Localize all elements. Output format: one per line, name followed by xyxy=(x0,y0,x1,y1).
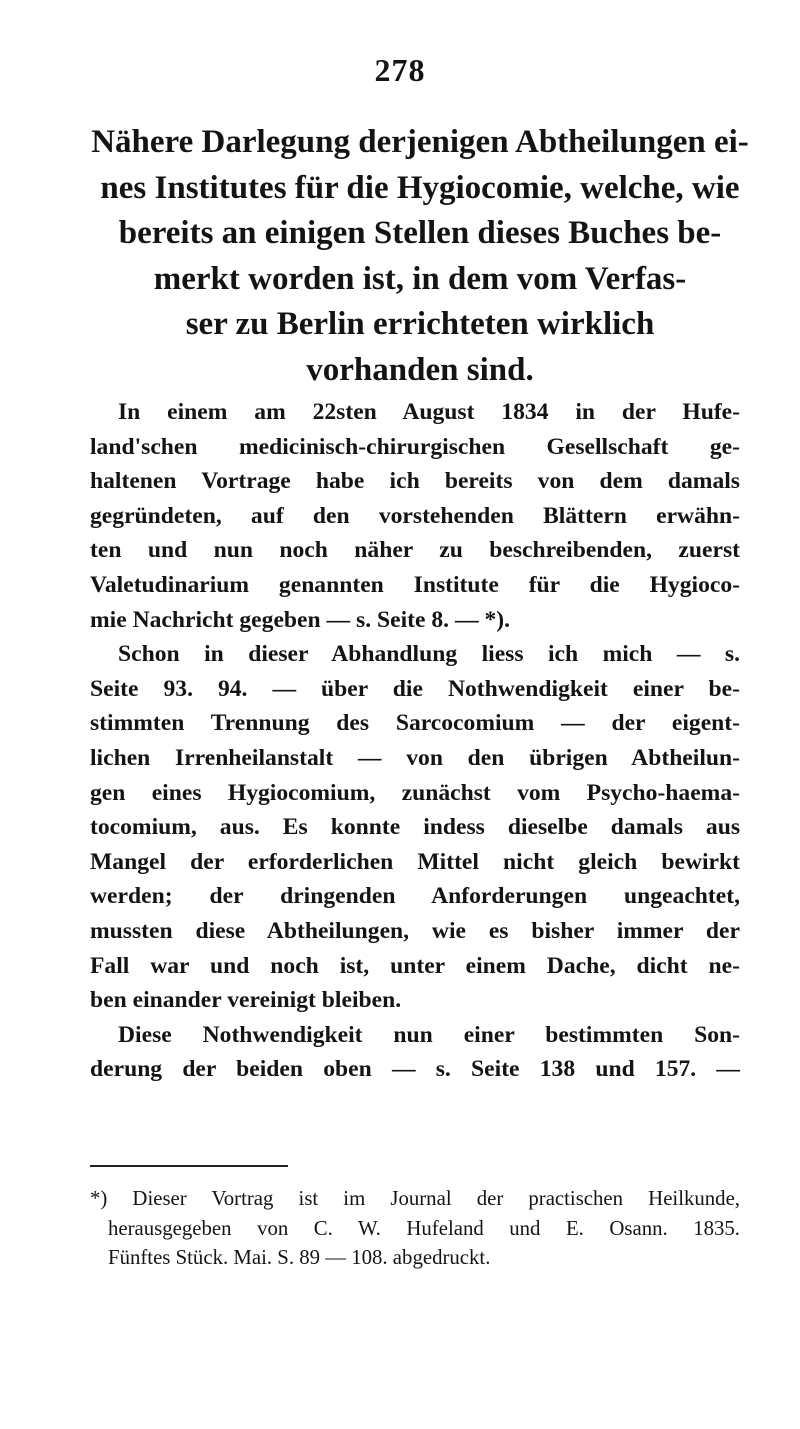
text-line: ben einander vereinigt bleiben. xyxy=(90,987,402,1014)
heading-line: bereits an einigen Stellen dieses Buches be- xyxy=(118,215,722,251)
paragraph-1 xyxy=(90,395,740,637)
heading-line: Nähere Darlegung derjenigen Abtheilungen ei- xyxy=(91,124,749,160)
paragraph-3 xyxy=(90,1018,740,1087)
text-line: Mangel der erforderlichen Mittel nicht gleich bewirkt xyxy=(90,848,740,875)
text-line: Fall war und noch ist, unter einem Dache, dicht ne- xyxy=(90,952,740,979)
page-number: 278 xyxy=(374,52,426,88)
text-line: lichen Irrenheilanstalt — von den übrigen Abtheilun- xyxy=(90,744,740,771)
text-line: Schon in dieser Abhandlung liess ich mich — s. xyxy=(118,641,740,668)
footnote-line: *) Dieser Vortrag ist im Journal der practischen Heilkunde, xyxy=(90,1187,740,1210)
text-line: mie Nachricht gegeben — s. Seite 8. — *). xyxy=(90,606,511,633)
heading-line: vorhanden sind. xyxy=(306,351,534,388)
text-line: mussten diese Abtheilungen, wie es bisher immer der xyxy=(90,917,740,944)
text-line: gegründeten, auf den vorstehenden Blättern erwähn- xyxy=(90,502,740,529)
text-line: Seite 93. 94. — über die Nothwendigkeit einer be- xyxy=(90,675,740,702)
text-line: haltenen Vortrage habe ich bereits von dem damals xyxy=(90,468,740,495)
text-line: tocomium, aus. Es konnte indess dieselbe damals aus xyxy=(90,814,740,841)
text-line: gen eines Hygiocomium, zunächst vom Psycho-haema- xyxy=(90,779,740,806)
text-line: derung der beiden oben — s. Seite 138 und 157. — xyxy=(90,1056,740,1083)
paragraph-2 xyxy=(90,637,740,1018)
body-text xyxy=(90,395,740,1087)
heading-line: merkt worden ist, in dem vom Verfas- xyxy=(153,260,687,297)
text-line: ten und nun noch näher zu beschreibenden, zuerst xyxy=(90,537,740,564)
footnote xyxy=(90,1184,740,1273)
text-line: Valetudinarium genannten Institute für die Hygioco- xyxy=(90,571,740,598)
text-line: In einem am 22sten August 1834 in der Hufe- xyxy=(118,399,740,425)
footnote-line: herausgegeben von C. W. Hufeland und E. Osann. 1835. xyxy=(108,1216,740,1240)
footnote-line: Fünftes Stück. Mai. S. 89 — 108. abgedruckt. xyxy=(108,1246,491,1269)
heading-line: nes Institutes für die Hygiocomie, welche, wie xyxy=(100,169,740,206)
text-line: Diese Nothwendigkeit nun einer bestimmten Son- xyxy=(118,1021,740,1048)
text-line: werden; der dringenden Anforderungen ungeachtet, xyxy=(90,883,740,910)
chapter-heading xyxy=(90,120,750,393)
footnote-separator xyxy=(90,1165,288,1167)
text-line: land'schen medicinisch-chirurgischen Gesellschaft ge- xyxy=(90,433,740,460)
text-line: stimmten Trennung des Sarcocomium — der eigent- xyxy=(90,710,740,737)
heading-line: ser zu Berlin errichteten wirklich xyxy=(185,306,655,342)
